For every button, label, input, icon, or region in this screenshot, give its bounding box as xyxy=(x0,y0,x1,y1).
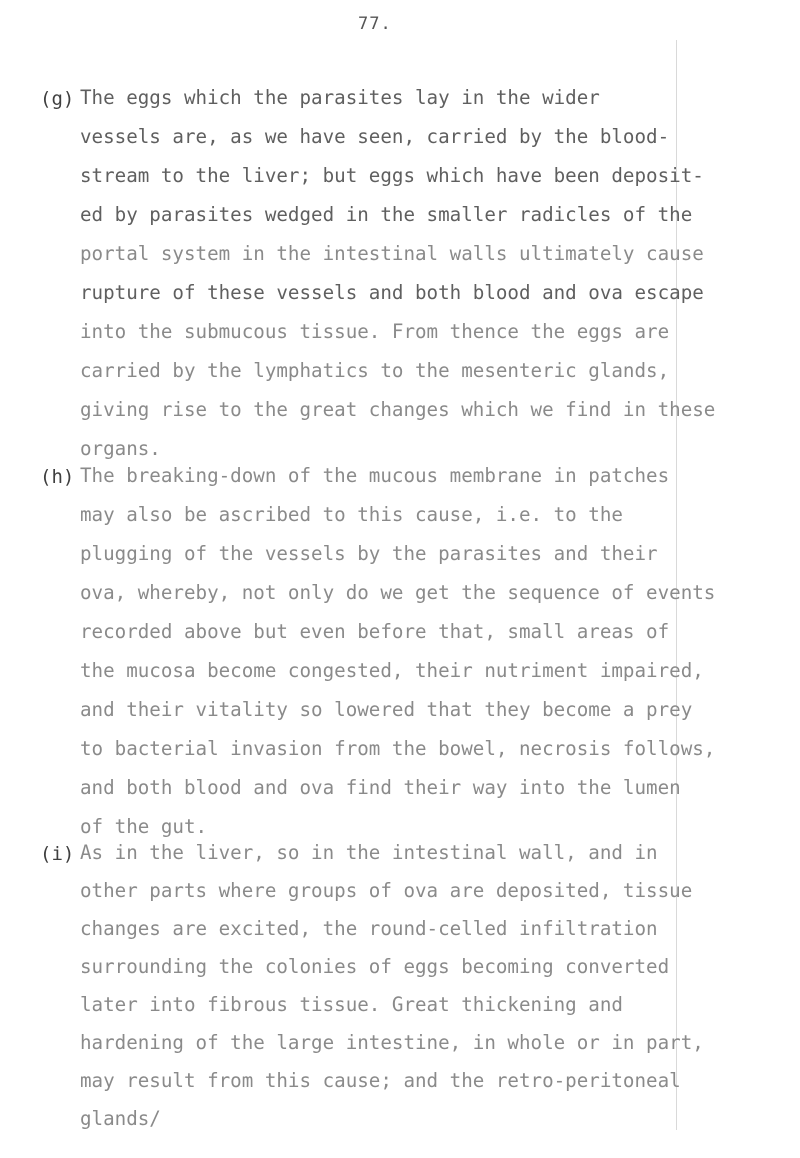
text-line: the mucosa become congested, their nutriment impaired, xyxy=(80,659,704,682)
text-line: surrounding the colonies of eggs becoming converted xyxy=(80,955,670,978)
text-line: other parts where groups of ova are deposited, tissue xyxy=(80,879,693,902)
text-line: may result from this cause; and the retro-peritoneal xyxy=(80,1069,681,1092)
text-line: of the gut. xyxy=(80,815,208,838)
text-line: may also be ascribed to this cause, i.e. to the xyxy=(80,503,623,526)
text-line: portal system in the intestinal walls ultimately cause xyxy=(80,242,704,265)
text-line: ed by parasites wedged in the smaller radicles of the xyxy=(80,203,693,226)
section-label: (h) xyxy=(40,466,75,488)
text-line: stream to the liver; but eggs which have been deposit- xyxy=(80,164,704,187)
text-line: to bacterial invasion from the bowel, necrosis follows, xyxy=(80,737,716,760)
text-line: recorded above but even before that, small areas of xyxy=(80,620,670,643)
text-line: carried by the lymphatics to the mesenteric glands, xyxy=(80,359,670,382)
text-line: vessels are, as we have seen, carried by the blood- xyxy=(80,125,670,148)
text-line: The eggs which the parasites lay in the wider xyxy=(80,86,600,109)
text-line: later into fibrous tissue. Great thickening and xyxy=(80,993,623,1016)
text-line: glands/ xyxy=(80,1107,161,1130)
text-line: organs. xyxy=(80,437,161,460)
text-line: and both blood and ova find their way into the lumen xyxy=(80,776,681,799)
section-label: (i) xyxy=(40,843,75,865)
text-line: giving rise to the great changes which we find in these xyxy=(80,398,716,421)
text-line: into the submucous tissue. From thence the eggs are xyxy=(80,320,670,343)
text-line: hardening of the large intestine, in whole or in part, xyxy=(80,1031,704,1054)
section-label: (g) xyxy=(40,88,75,110)
text-line: plugging of the vessels by the parasites and their xyxy=(80,542,658,565)
text-line: The breaking-down of the mucous membrane in patches xyxy=(80,464,670,487)
text-line: changes are excited, the round-celled infiltration xyxy=(80,917,658,940)
text-line: rupture of these vessels and both blood and ova escape xyxy=(80,281,704,304)
page-number: 77. xyxy=(358,14,392,34)
text-line: and their vitality so lowered that they become a prey xyxy=(80,698,693,721)
text-line: ova, whereby, not only do we get the sequence of events xyxy=(80,581,716,604)
text-line: As in the liver, so in the intestinal wall, and in xyxy=(80,841,658,864)
